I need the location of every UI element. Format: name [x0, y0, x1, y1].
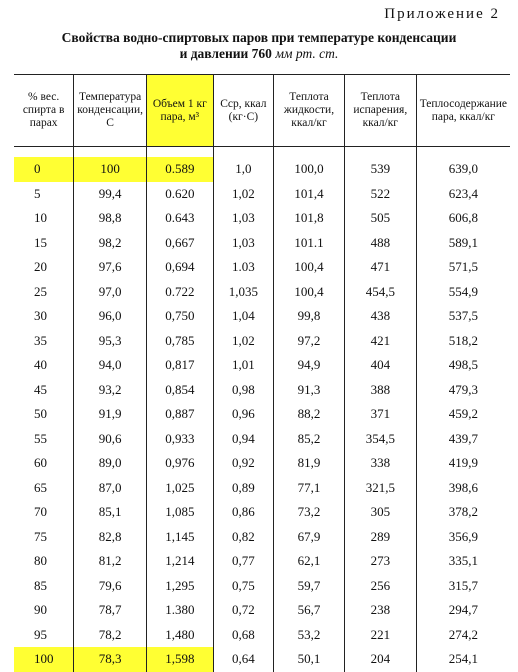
cell-heat-capacity: 0,72: [213, 598, 273, 623]
cell-vapor-enthalpy: 518,2: [416, 329, 510, 354]
cell-alcohol-percent: 100: [14, 647, 74, 672]
cell-volume: 1.380: [146, 598, 213, 623]
cell-alcohol-percent: 45: [34, 381, 47, 397]
cell-heat-capacity: 0,96: [213, 402, 273, 427]
cell-volume: 0.643: [146, 206, 213, 231]
cell-liquid-heat: 100,0: [274, 157, 345, 182]
title-pressure-unit: мм рт. ст.: [275, 46, 339, 61]
cell-heat-capacity: 0,75: [213, 574, 273, 599]
cell-volume: 0,694: [146, 255, 213, 280]
cell-volume: 1,085: [146, 500, 213, 525]
cell-liquid-heat: 77,1: [274, 476, 345, 501]
cell-heat-capacity: 1,0: [213, 157, 273, 182]
cell-vapor-enthalpy: 589,1: [416, 231, 510, 256]
spacer-row: [14, 147, 510, 158]
cell-heat-capacity: 0,64: [213, 647, 273, 672]
cell-volume: 0,933: [146, 427, 213, 452]
cell-alcohol-percent: 90: [34, 602, 47, 618]
header-heat-capacity: Cср, ккал (кг·С): [213, 75, 273, 147]
cell-vapor-enthalpy: 606,8: [416, 206, 510, 231]
cell-evaporation-heat: 388: [344, 378, 416, 403]
cell-temperature: 91,9: [74, 402, 147, 427]
cell-heat-capacity: 1,02: [213, 329, 273, 354]
cell-liquid-heat: 88,2: [274, 402, 345, 427]
cell-liquid-heat: 100,4: [274, 280, 345, 305]
cell-heat-capacity: 0,89: [213, 476, 273, 501]
title-line-2: [0, 46, 518, 62]
cell-alcohol-percent: 80: [34, 553, 47, 569]
title-line-2-text: и давлении 760: [179, 46, 272, 61]
cell-alcohol-percent: 0: [14, 157, 74, 182]
cell-vapor-enthalpy: 439,7: [416, 427, 510, 452]
cell-evaporation-heat: 421: [344, 329, 416, 354]
cell-temperature: 97,0: [74, 280, 147, 305]
cell-heat-capacity: 1,02: [213, 182, 273, 207]
table-row: [14, 255, 510, 280]
cell-alcohol-percent: 85: [34, 577, 47, 593]
cell-evaporation-heat: 488: [344, 231, 416, 256]
table-row: [14, 182, 510, 207]
cell-liquid-heat: 56,7: [274, 598, 345, 623]
cell-heat-capacity: 0,98: [213, 378, 273, 403]
cell-liquid-heat: 62,1: [274, 549, 345, 574]
header-row: [14, 75, 510, 147]
cell-liquid-heat: 50,1: [274, 647, 345, 672]
cell-evaporation-heat: 438: [344, 304, 416, 329]
table-row: [14, 353, 510, 378]
cell-alcohol-percent: 60: [34, 455, 47, 471]
cell-liquid-heat: 53,2: [274, 623, 345, 648]
cell-liquid-heat: 85,2: [274, 427, 345, 452]
cell-liquid-heat: 67,9: [274, 525, 345, 550]
cell-evaporation-heat: 522: [344, 182, 416, 207]
cell-volume: 0.722: [146, 280, 213, 305]
table-row: [14, 157, 510, 182]
table-row: [14, 525, 510, 550]
cell-vapor-enthalpy: 274,2: [416, 623, 510, 648]
cell-liquid-heat: 73,2: [274, 500, 345, 525]
cell-liquid-heat: 94,9: [274, 353, 345, 378]
cell-heat-capacity: 0,94: [213, 427, 273, 452]
cell-temperature: 78,3: [74, 647, 147, 672]
cell-evaporation-heat: 404: [344, 353, 416, 378]
cell-temperature: 85,1: [74, 500, 147, 525]
table-title: [0, 30, 518, 62]
cell-temperature: 96,0: [74, 304, 147, 329]
cell-vapor-enthalpy: 639,0: [416, 157, 510, 182]
cell-alcohol-percent: 65: [34, 479, 47, 495]
cell-volume: 0.620: [146, 182, 213, 207]
cell-vapor-enthalpy: 554,9: [416, 280, 510, 305]
cell-heat-capacity: 1,01: [213, 353, 273, 378]
cell-heat-capacity: 0,86: [213, 500, 273, 525]
table-row: [14, 574, 510, 599]
cell-alcohol-percent: 5: [34, 185, 41, 201]
cell-vapor-enthalpy: 254,1: [416, 647, 510, 672]
cell-evaporation-heat: 204: [344, 647, 416, 672]
cell-heat-capacity: 0,92: [213, 451, 273, 476]
cell-volume: 1,214: [146, 549, 213, 574]
cell-evaporation-heat: 354,5: [344, 427, 416, 452]
cell-volume: 1,295: [146, 574, 213, 599]
cell-alcohol-percent: 40: [34, 357, 47, 373]
table-row: [14, 329, 510, 354]
cell-temperature: 98,8: [74, 206, 147, 231]
cell-alcohol-percent: 75: [34, 528, 47, 544]
properties-table: [14, 74, 510, 672]
cell-temperature: 93,2: [74, 378, 147, 403]
cell-vapor-enthalpy: 315,7: [416, 574, 510, 599]
cell-volume: 1,025: [146, 476, 213, 501]
cell-temperature: 78,7: [74, 598, 147, 623]
cell-alcohol-percent: 20: [34, 259, 47, 275]
table-row: [14, 598, 510, 623]
header-evaporation-heat: Теплота испарения, ккал/кг: [344, 75, 416, 147]
header-alcohol-percent: % вес. спирта в парах: [14, 75, 74, 147]
cell-liquid-heat: 91,3: [274, 378, 345, 403]
cell-temperature: 99,4: [74, 182, 147, 207]
cell-volume: 0,976: [146, 451, 213, 476]
cell-vapor-enthalpy: 294,7: [416, 598, 510, 623]
cell-volume: 0,817: [146, 353, 213, 378]
cell-liquid-heat: 100,4: [274, 255, 345, 280]
cell-heat-capacity: 1,03: [213, 231, 273, 256]
cell-volume: 1,598: [146, 647, 213, 672]
cell-temperature: 81,2: [74, 549, 147, 574]
cell-heat-capacity: 1,04: [213, 304, 273, 329]
cell-liquid-heat: 101.1: [274, 231, 345, 256]
cell-vapor-enthalpy: 571,5: [416, 255, 510, 280]
cell-evaporation-heat: 256: [344, 574, 416, 599]
table-row: [14, 451, 510, 476]
cell-vapor-enthalpy: 537,5: [416, 304, 510, 329]
cell-temperature: 90,6: [74, 427, 147, 452]
cell-temperature: 95,3: [74, 329, 147, 354]
cell-vapor-enthalpy: 419,9: [416, 451, 510, 476]
cell-evaporation-heat: 471: [344, 255, 416, 280]
table-row: [14, 623, 510, 648]
cell-alcohol-percent: 15: [34, 234, 47, 250]
cell-alcohol-percent: 30: [34, 308, 47, 324]
cell-alcohol-percent: 35: [34, 332, 47, 348]
cell-vapor-enthalpy: 498,5: [416, 353, 510, 378]
cell-volume: 1,480: [146, 623, 213, 648]
cell-liquid-heat: 99,8: [274, 304, 345, 329]
table-row: [14, 206, 510, 231]
cell-temperature: 98,2: [74, 231, 147, 256]
cell-liquid-heat: 59,7: [274, 574, 345, 599]
table-row: [14, 500, 510, 525]
cell-alcohol-percent: 10: [34, 210, 47, 226]
cell-liquid-heat: 97,2: [274, 329, 345, 354]
cell-volume: 0,667: [146, 231, 213, 256]
cell-evaporation-heat: 305: [344, 500, 416, 525]
table-row: [14, 647, 510, 672]
header-vapor-enthalpy: Теплосодержание пара, ккал/кг: [416, 75, 510, 147]
cell-heat-capacity: 1,03: [213, 206, 273, 231]
table-row: [14, 476, 510, 501]
cell-volume: 0.589: [146, 157, 213, 182]
cell-evaporation-heat: 273: [344, 549, 416, 574]
cell-heat-capacity: 1,035: [213, 280, 273, 305]
cell-evaporation-heat: 338: [344, 451, 416, 476]
cell-vapor-enthalpy: 335,1: [416, 549, 510, 574]
table-body: [14, 147, 510, 672]
cell-evaporation-heat: 289: [344, 525, 416, 550]
cell-heat-capacity: 1.03: [213, 255, 273, 280]
cell-alcohol-percent: 25: [34, 283, 47, 299]
cell-volume: 0,887: [146, 402, 213, 427]
cell-evaporation-heat: 371: [344, 402, 416, 427]
appendix-label: Приложение 2: [384, 6, 500, 22]
table-row: [14, 402, 510, 427]
cell-liquid-heat: 81,9: [274, 451, 345, 476]
cell-temperature: 89,0: [74, 451, 147, 476]
cell-vapor-enthalpy: 378,2: [416, 500, 510, 525]
title-line-1: Свойства водно-спиртовых паров при температуре конденсации: [61, 30, 457, 45]
cell-evaporation-heat: 539: [344, 157, 416, 182]
cell-vapor-enthalpy: 459,2: [416, 402, 510, 427]
cell-vapor-enthalpy: 479,3: [416, 378, 510, 403]
table-row: [14, 280, 510, 305]
header-temperature: Температура конденсации, С: [74, 75, 147, 147]
cell-evaporation-heat: 321,5: [344, 476, 416, 501]
cell-temperature: 100: [74, 157, 147, 182]
cell-volume: 0,854: [146, 378, 213, 403]
cell-liquid-heat: 101,8: [274, 206, 345, 231]
header-volume: Объем 1 кг пара, м³: [146, 75, 213, 147]
cell-evaporation-heat: 238: [344, 598, 416, 623]
cell-volume: 0,785: [146, 329, 213, 354]
cell-heat-capacity: 0,82: [213, 525, 273, 550]
table-row: [14, 378, 510, 403]
cell-alcohol-percent: 50: [34, 406, 47, 422]
cell-liquid-heat: 101,4: [274, 182, 345, 207]
cell-alcohol-percent: 70: [34, 504, 47, 520]
cell-temperature: 82,8: [74, 525, 147, 550]
cell-heat-capacity: 0,77: [213, 549, 273, 574]
cell-temperature: 87,0: [74, 476, 147, 501]
cell-evaporation-heat: 221: [344, 623, 416, 648]
cell-alcohol-percent: 55: [34, 430, 47, 446]
cell-heat-capacity: 0,68: [213, 623, 273, 648]
cell-evaporation-heat: 454,5: [344, 280, 416, 305]
cell-volume: 1,145: [146, 525, 213, 550]
cell-temperature: 94,0: [74, 353, 147, 378]
cell-alcohol-percent: 95: [34, 626, 47, 642]
table-row: [14, 304, 510, 329]
cell-vapor-enthalpy: 623,4: [416, 182, 510, 207]
cell-temperature: 97,6: [74, 255, 147, 280]
table-row: [14, 231, 510, 256]
cell-vapor-enthalpy: 398,6: [416, 476, 510, 501]
table-row: [14, 427, 510, 452]
cell-volume: 0,750: [146, 304, 213, 329]
table-row: [14, 549, 510, 574]
cell-evaporation-heat: 505: [344, 206, 416, 231]
cell-temperature: 78,2: [74, 623, 147, 648]
cell-vapor-enthalpy: 356,9: [416, 525, 510, 550]
cell-temperature: 79,6: [74, 574, 147, 599]
header-liquid-heat: Теплота жидкости, ккал/кг: [274, 75, 345, 147]
